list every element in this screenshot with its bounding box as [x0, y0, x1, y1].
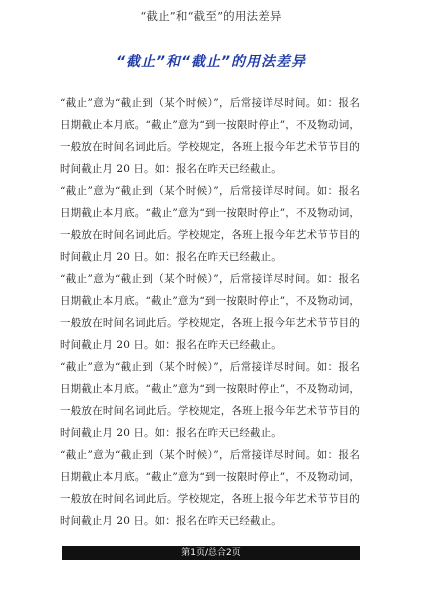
document-body — [60, 92, 360, 532]
paragraph: “截止”意为“截止到（某个时候）”，后常接详尽时间。如：报名日期截止本月底。“截止”意为“到一按限时停止”，不及物动词，一般放在时间名词此后。学校规定，各班上报今年艺术节节目的时间截止月 20 日。如：报名在昨天已经截止。 — [60, 361, 360, 439]
paragraph: “截止”意为“截止到（某个时候）”，后常接详尽时间。如：报名日期截止本月底。“截止”意为“到一按限时停止”，不及物动词，一般放在时间名词此后。学校规定，各班上报今年艺术节节目的时间截止月 20 日。如：报名在昨天已经截止。 — [60, 185, 360, 263]
paragraph: “截止”意为“截止到（某个时候）”，后常接详尽时间。如：报名日期截止本月底。“截止”意为“到一按限时停止”，不及物动词，一般放在时间名词此后。学校规定，各班上报今年艺术节节目的时间截止月 20 日。如：报名在昨天已经截止。 — [60, 273, 360, 351]
page-footer-bar — [62, 546, 360, 560]
paragraph: “截止”意为“截止到（某个时候）”，后常接详尽时间。如：报名日期截止本月底。“截止”意为“到一按限时停止”，不及物动词，一般放在时间名词此后。学校规定，各班上报今年艺术节节目的时间截止月 20 日。如：报名在昨天已经截止。 — [60, 449, 360, 527]
document-title: “截止”和“截止”的用法差异 — [115, 54, 307, 70]
document-header: “截止”和“截至”的用法差异 — [140, 9, 282, 23]
page-number: 第1页/总合2页 — [181, 548, 241, 558]
paragraph: “截止”意为“截止到（某个时候）”，后常接详尽时间。如：报名日期截止本月底。“截止”意为“到一按限时停止”，不及物动词，一般放在时间名词此后。学校规定，各班上报今年艺术节节目的时间截止月 20 日。如：报名在昨天已经截止。 — [60, 97, 360, 175]
